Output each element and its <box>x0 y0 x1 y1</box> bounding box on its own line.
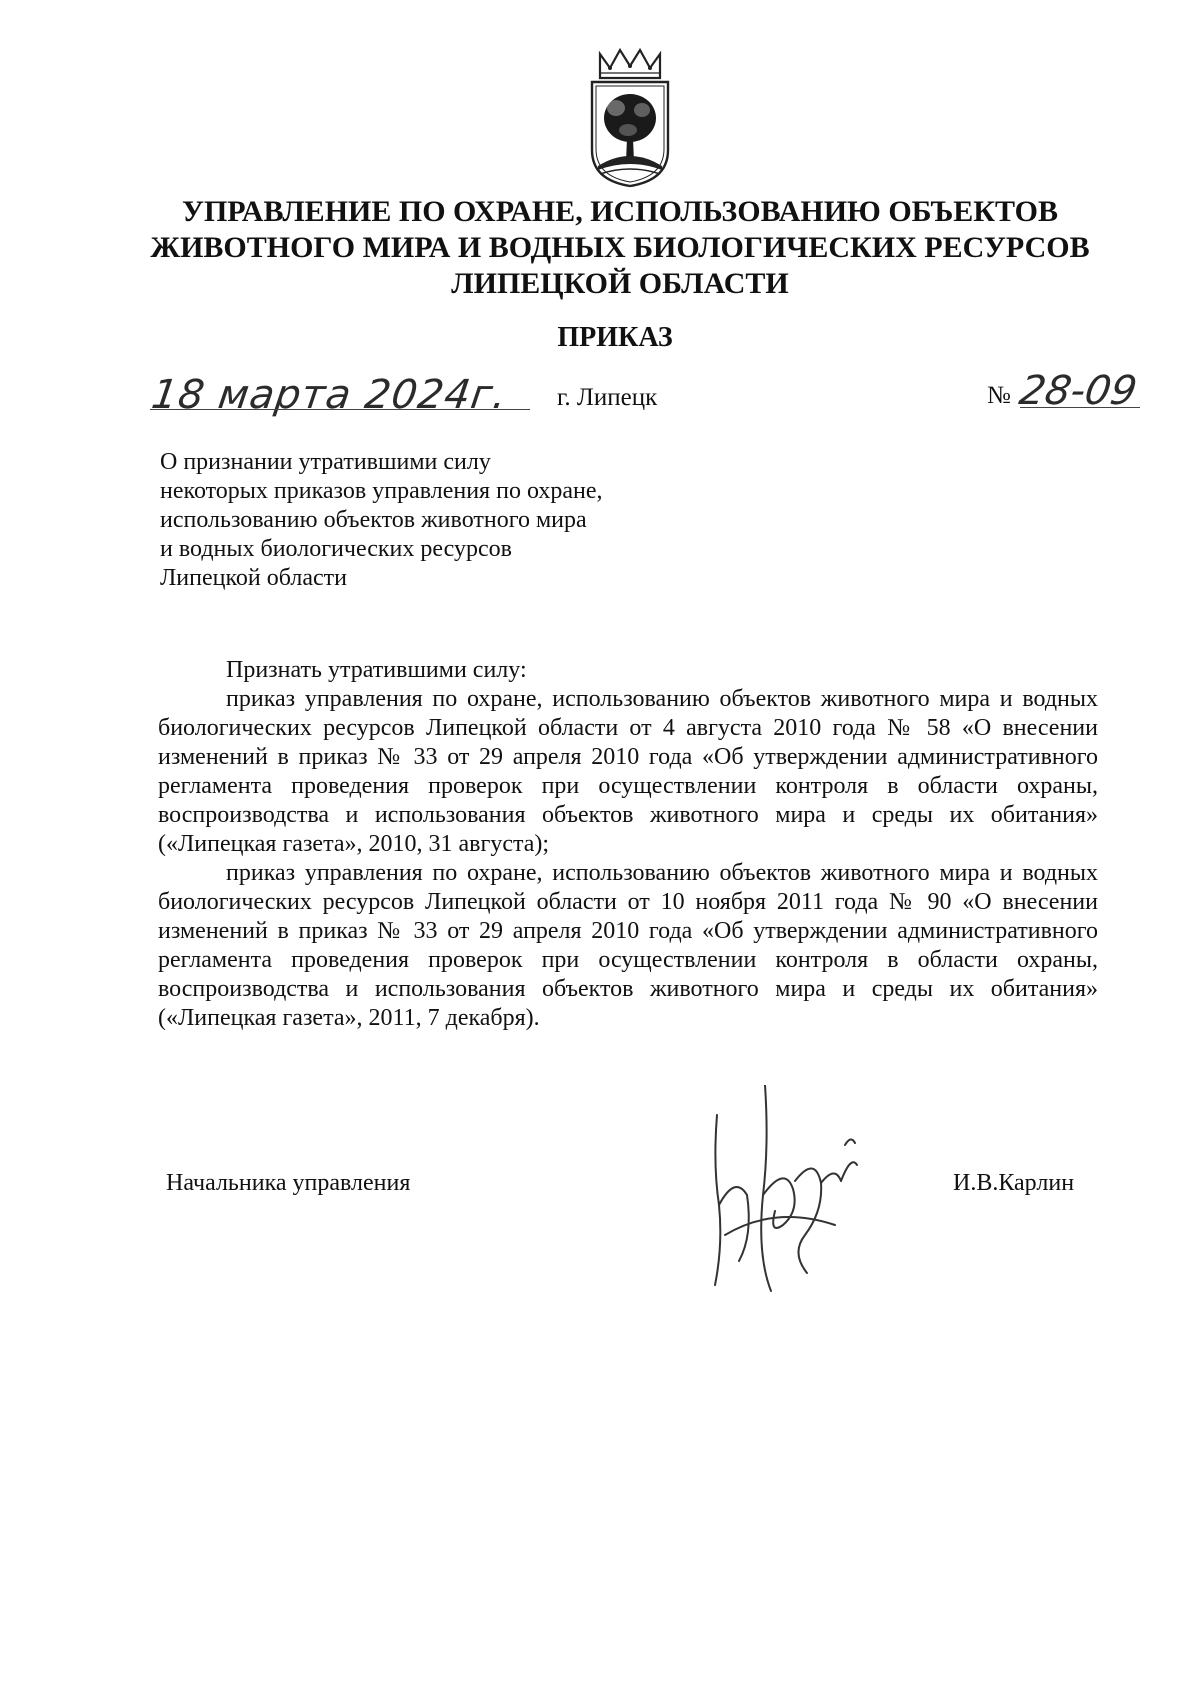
order-body <box>158 656 1098 1033</box>
order-number: 28-09 <box>1015 368 1141 414</box>
subject-line: Липецкой области <box>160 565 347 591</box>
organization-name <box>100 194 1140 302</box>
body-paragraph: приказ управления по охране, использованию объектов животного мира и водных биологических ресурсов Липецкой области от 10 ноября 2011 года № 90 «О внесении изменений в приказ № 33 от 29 апреля 2010 года «Об утверждении административного регламента проведения проверок при осуществлении контроля в области охраны, воспроизводства и использования объектов животного мира и среды их обитания» («Липецкая газета», 2011, 7 декабря). <box>158 860 1098 1031</box>
order-subject <box>160 448 680 593</box>
subject-line: некоторых приказов управления по охране, <box>160 478 603 504</box>
organization-name-line: ЖИВОТНОГО МИРА И ВОДНЫХ БИОЛОГИЧЕСКИХ РЕСУРСОВ <box>150 231 1090 264</box>
signatory-name: И.В.Карлин <box>953 1170 1075 1196</box>
subject-line: О признании утратившими силу <box>160 449 491 475</box>
subject-line: и водных биологических ресурсов <box>160 536 512 562</box>
organization-name-line: ЛИПЕЦКОЙ ОБЛАСТИ <box>451 267 789 300</box>
order-date: 18 марта 2024г. <box>148 372 510 418</box>
document-type: ПРИКАЗ <box>557 322 673 353</box>
order-city: г. Липецк <box>557 384 658 411</box>
number-sign: № <box>987 382 1011 409</box>
handwritten-signature-icon <box>695 1085 875 1295</box>
date-underline <box>150 409 530 410</box>
body-paragraph: приказ управления по охране, использованию объектов животного мира и водных биологических ресурсов Липецкой области от 4 августа 2010 года № 58 «О внесении изменений в приказ № 33 от 29 апреля 2010 года «Об утверждении административного регламента проведения проверок при осуществлении контроля в области охраны, воспроизводства и использования объектов животного мира и среды их обитания» («Липецкая газета», 2010, 31 августа); <box>158 686 1098 857</box>
body-intro: Признать утратившими силу: <box>226 657 527 683</box>
subject-line: использованию объектов животного мира <box>160 507 587 533</box>
number-underline <box>1020 407 1140 408</box>
signatory-title: Начальника управления <box>166 1170 411 1196</box>
lipetsk-coat-of-arms-icon <box>586 46 674 188</box>
organization-name-line: УПРАВЛЕНИЕ ПО ОХРАНЕ, ИСПОЛЬЗОВАНИЮ ОБЪЕКТОВ <box>181 195 1059 228</box>
